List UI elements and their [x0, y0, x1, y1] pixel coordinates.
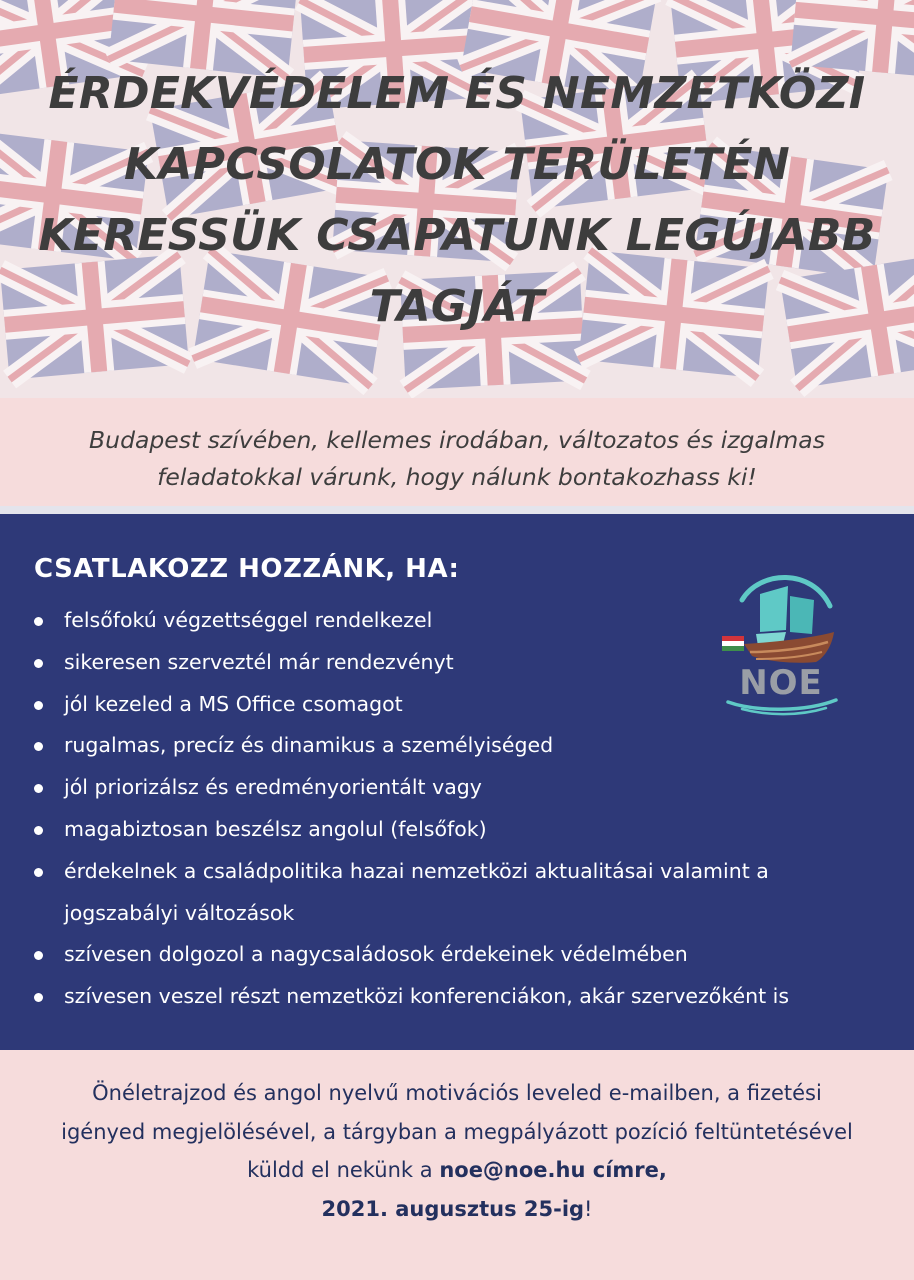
list-item-text: rugalmas, precíz és dinamikus a személyiséged	[64, 733, 554, 758]
bullet-icon	[34, 701, 43, 710]
intro-line: feladatokkal várunk, hogy nálunk bontakozhass ki!	[157, 463, 757, 491]
logo-sail	[790, 596, 814, 634]
contact-line: igényed megjelölésével, a tárgyban a megpályázott pozíció feltüntetésével	[61, 1119, 853, 1144]
list-item-text: szívesen dolgozol a nagycsaládosok érdekeinek védelmében	[64, 942, 688, 967]
section-divider	[0, 506, 914, 514]
bullet-icon	[34, 868, 43, 877]
email-link[interactable]: noe@noe.hu címre,	[439, 1158, 667, 1182]
requirements-section	[0, 514, 914, 1050]
logo-sail	[760, 586, 788, 632]
list-item	[34, 934, 884, 976]
contact-prefix: küldd el nekünk a	[247, 1158, 440, 1182]
list-item-text: magabiztosan beszélsz angolul (felsőfok)	[64, 816, 487, 841]
noe-logo	[716, 566, 846, 716]
list-item-text: érdekelnek a családpolitika hazai nemzetközi aktualitásai valamint a	[64, 858, 769, 883]
list-item	[34, 725, 884, 767]
contact-line: Önéletrajzod és angol nyelvű motivációs leveled e-mailben, a fizetési	[92, 1081, 822, 1105]
list-item	[34, 851, 884, 935]
list-item	[34, 809, 884, 851]
flag-green	[722, 646, 744, 651]
bullet-icon	[34, 993, 43, 1002]
bullet-icon	[34, 659, 43, 668]
intro-line: Budapest szívében, kellemes irodában, változatos és izgalmas	[89, 426, 825, 454]
flag-red	[722, 636, 744, 641]
bullet-icon	[34, 826, 43, 835]
list-item	[34, 767, 884, 809]
flag-white	[722, 641, 744, 646]
deadline-line	[0, 1190, 914, 1229]
bullet-icon	[34, 742, 43, 751]
contact-section	[0, 1050, 914, 1280]
list-item-text: szívesen veszel részt nemzetközi konferenciákon, akár szervezőként is	[64, 984, 790, 1009]
list-item-text: jól priorizálsz és eredményorientált vagy	[64, 775, 482, 800]
title-line: ÉRDEKVÉDELEM ÉS NEMZETKÖZI	[48, 68, 866, 119]
deadline-date: 2021. augusztus 25-ig	[321, 1196, 585, 1221]
intro-text	[0, 398, 914, 496]
list-item-text: felsőfokú végzettséggel rendelkezel	[64, 608, 433, 632]
list-item-text: sikeresen szerveztél már rendezvényt	[64, 649, 454, 674]
list-item	[34, 976, 884, 1018]
hero-banner	[0, 0, 914, 398]
contact-line	[0, 1151, 914, 1190]
page-title	[30, 58, 884, 342]
title-line: KAPCSOLATOK TERÜLETÉN	[124, 139, 790, 190]
bullet-icon	[34, 951, 43, 960]
logo-text: NOE	[739, 663, 823, 703]
title-line: TAGJÁT	[369, 281, 545, 332]
list-item-text: jól kezeled a MS Office csomagot	[64, 691, 403, 716]
bullet-icon	[34, 617, 43, 626]
intro-section	[0, 398, 914, 506]
requirements-heading: CSATLAKOZZ HOZZÁNK, HA:	[34, 554, 460, 584]
bullet-icon	[34, 784, 43, 793]
title-line: KERESSÜK CSAPATUNK LEGÚJABB	[38, 210, 876, 261]
deadline-suffix: !	[584, 1196, 593, 1221]
list-item-text: jogszabályi változások	[64, 900, 295, 925]
contact-text	[0, 1050, 914, 1228]
